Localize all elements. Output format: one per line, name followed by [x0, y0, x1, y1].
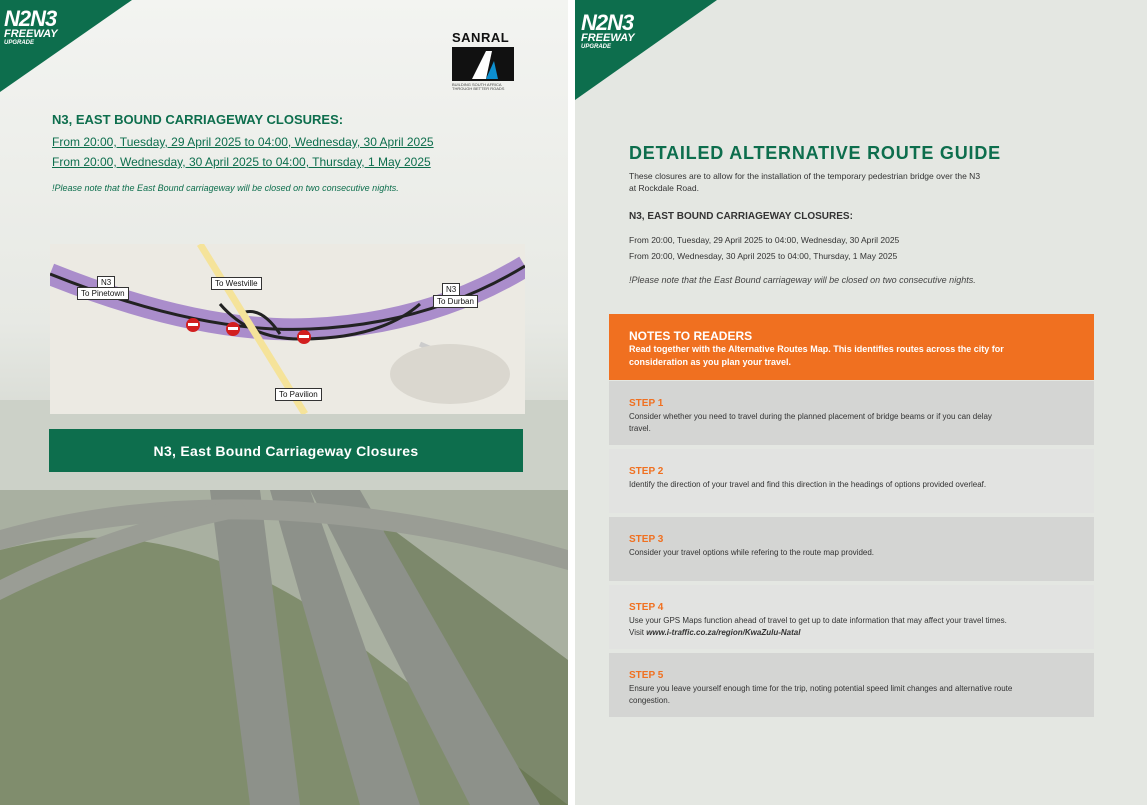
i-traffic-link[interactable]: www.i-traffic.co.za/region/KwaZulu-Natal [646, 628, 801, 637]
closure-note: !Please note that the East Bound carriageway will be closed on two consecutive nights. [629, 275, 976, 285]
step-3 [609, 517, 1094, 581]
closure-note: !Please note that the East Bound carriageway will be closed on two consecutive nights. [52, 183, 399, 193]
step-body: Consider whether you need to travel during the planned placement of bridge beams or if you can delay travel. [629, 412, 992, 433]
step-2 [609, 449, 1094, 513]
step-title: STEP 3 [629, 534, 664, 545]
step-title: STEP 5 [629, 670, 664, 681]
closure-date-1: From 20:00, Tuesday, 29 April 2025 to 04:00, Wednesday, 30 April 2025 [52, 135, 434, 149]
right-page [575, 0, 1147, 805]
map-label-to-durban: To Durban [433, 295, 478, 308]
left-page [0, 0, 568, 805]
map-label-n3-east: N3 [442, 283, 460, 296]
step-1 [609, 381, 1094, 445]
closures-heading: N3, EAST BOUND CARRIAGEWAY CLOSURES: [52, 112, 344, 127]
closure-date-2: From 20:00, Wednesday, 30 April 2025 to 04:00, Thursday, 1 May 2025 [629, 251, 898, 261]
step-5 [609, 653, 1094, 717]
route-guide-title: DETAILED ALTERNATIVE ROUTE GUIDE [629, 143, 1001, 163]
map-label-to-westville: To Westville [211, 277, 262, 290]
map-label-to-pavilion: To Pavilion [275, 388, 322, 401]
step-body-text: Use your GPS Maps function ahead of travel to get up to date information that may affect your travel times. Visit [629, 616, 1007, 637]
step-title: STEP 2 [629, 466, 664, 477]
step-body: Ensure you leave yourself enough time for the trip, noting potential speed limit changes and alternative route congestion. [629, 684, 1013, 705]
intro-text: These closures are to allow for the installation of the temporary pedestrian bridge over the N3 at Rockdale Road. [629, 171, 981, 194]
n2n3-logo: N2N3 FREEWAY UPGRADE [581, 10, 635, 50]
step-4 [609, 585, 1094, 649]
step-title: STEP 1 [629, 398, 664, 409]
notes-to-readers [609, 314, 1094, 380]
sanral-logo: SANRAL BUILDING SOUTH AFRICA THROUGH BETTER ROADS [452, 30, 522, 92]
notes-title: NOTES TO READERS [629, 329, 753, 343]
closures-subheading: N3, EAST BOUND CARRIAGEWAY CLOSURES: [629, 211, 853, 222]
closure-date-2: From 20:00, Wednesday, 30 April 2025 to 04:00, Thursday, 1 May 2025 [52, 155, 431, 169]
notes-body: Read together with the Alternative Routes Map. This identifies routes across the city for consideration as you plan your travel. [629, 344, 1004, 368]
sanral-mark-icon [452, 47, 514, 81]
n2n3-logo: N2N3 FREEWAY UPGRADE [4, 6, 58, 46]
step-body: Identify the direction of your travel and find this direction in the headings of options provided overleaf. [629, 480, 987, 489]
step-title: STEP 4 [629, 602, 664, 613]
closure-map [50, 244, 525, 414]
map-label-to-pinetown: To Pinetown [77, 287, 129, 300]
step-body: Consider your travel options while refering to the route map provided. [629, 548, 875, 557]
map-caption-banner: N3, East Bound Carriageway Closures [49, 429, 523, 472]
closure-date-1: From 20:00, Tuesday, 29 April 2025 to 04:00, Wednesday, 30 April 2025 [629, 235, 900, 245]
step-body [629, 615, 1014, 639]
map-label-n3-west: N3 [97, 276, 115, 289]
